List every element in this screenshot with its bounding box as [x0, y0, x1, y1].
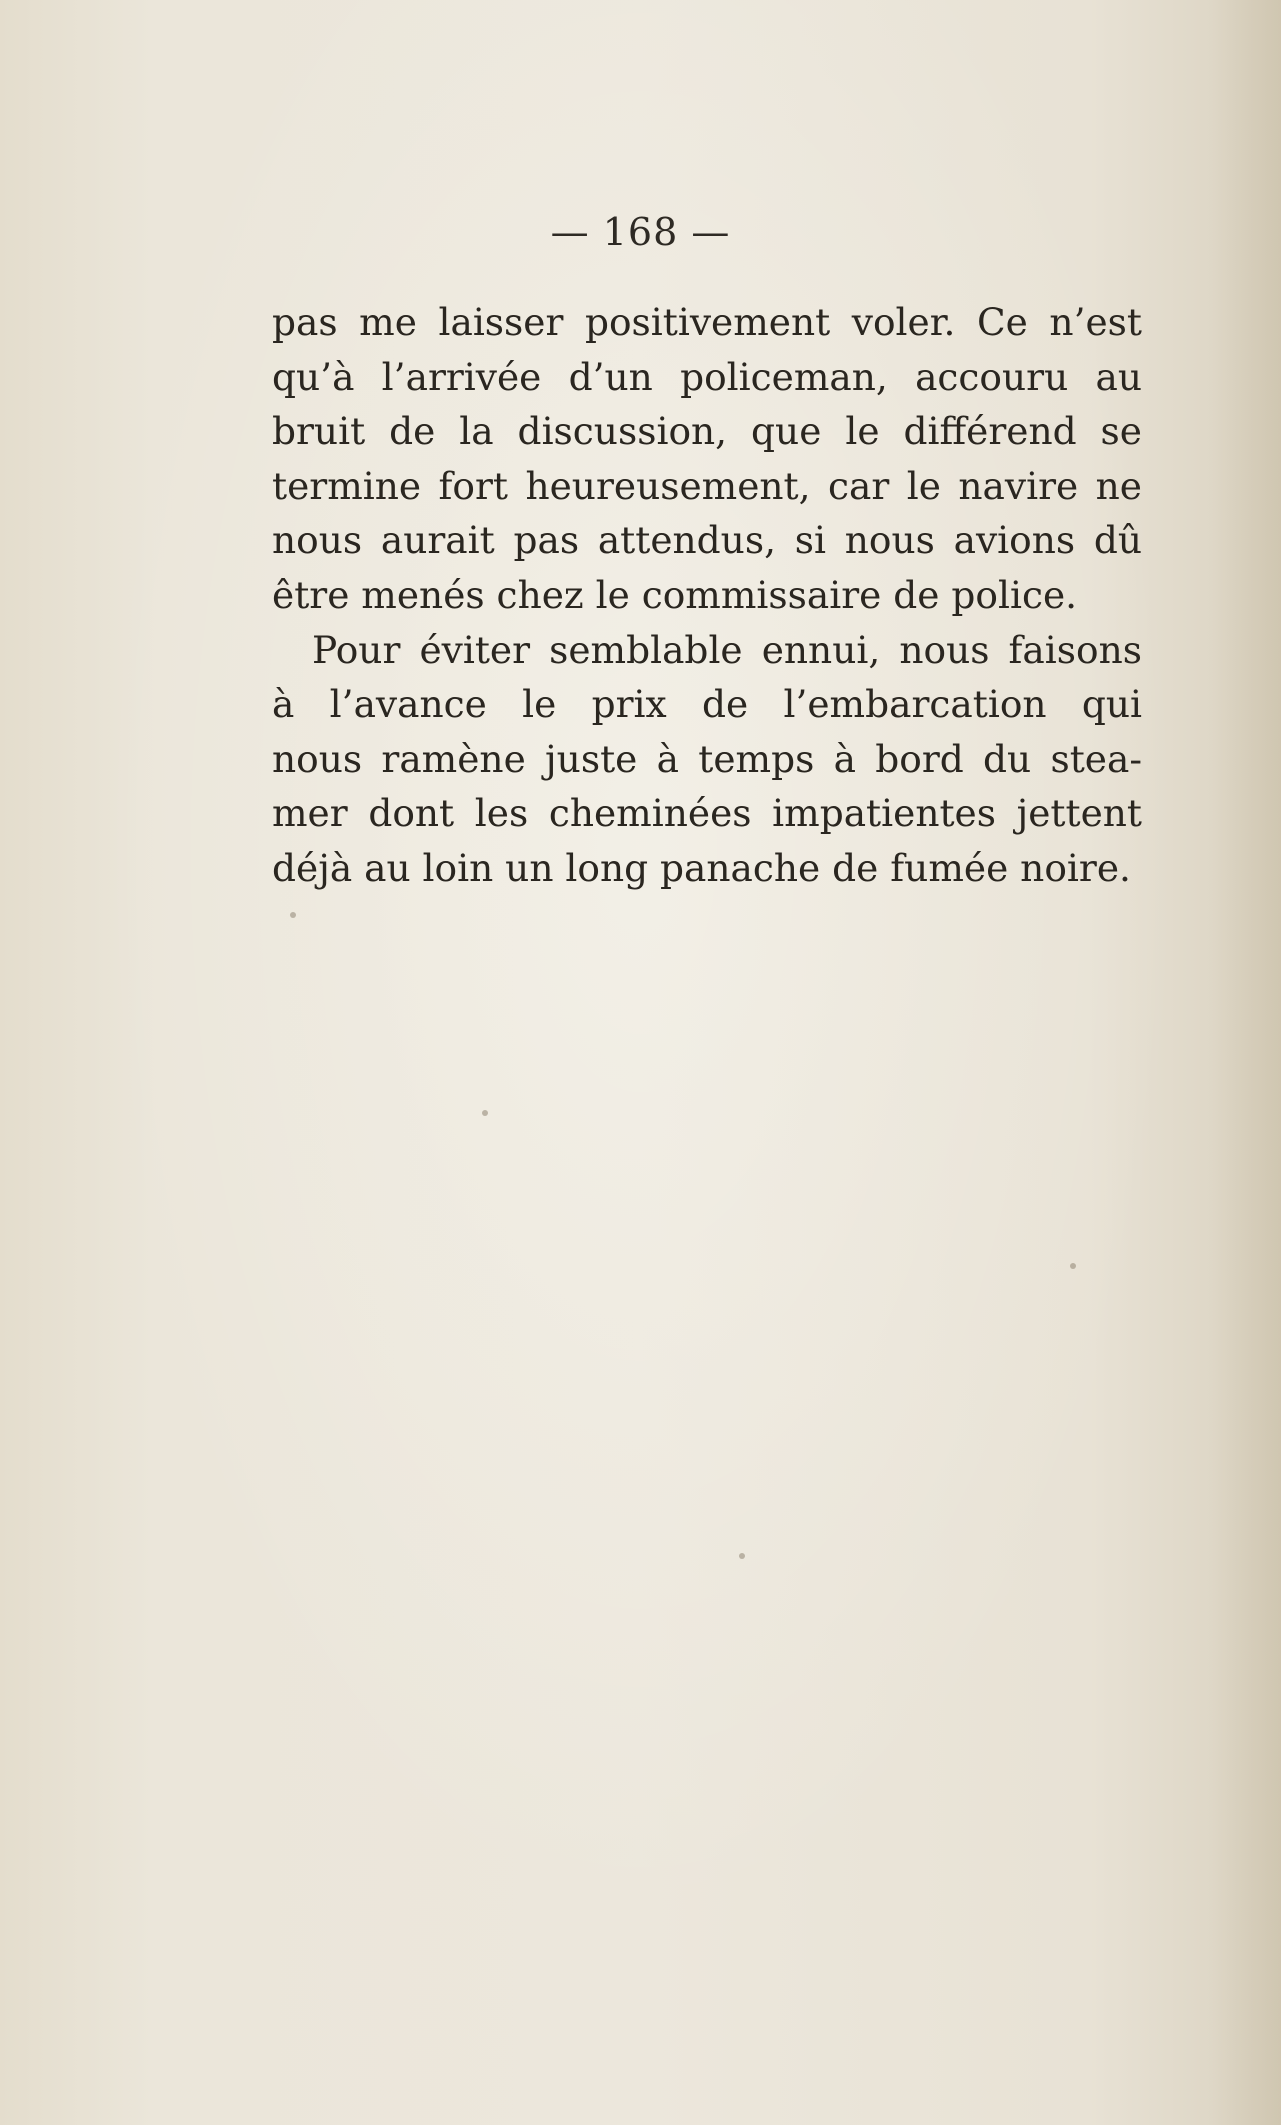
text-line-7: Pour éviter semblable ennui, nous faisons	[312, 627, 1142, 672]
paper-speck	[290, 912, 296, 918]
text-line-2: qu’à l’arrivée d’un policeman, accouru au	[272, 354, 1142, 399]
text-line-10: mer dont les cheminées impatientes jettent	[272, 791, 1142, 836]
text-line-1: pas me laisser positivement voler. Ce n’est	[272, 300, 1142, 344]
page-edge-shadow	[1211, 0, 1281, 2125]
text-line-6: être menés chez le commissaire de police.	[272, 572, 1078, 617]
text-line-5: nous aurait pas attendus, si nous avions dû	[272, 518, 1142, 563]
text-line-11: déjà au loin un long panache de fumée noire.	[272, 845, 1131, 890]
page-number: — 168 —	[550, 210, 731, 254]
paper-speck	[739, 1553, 745, 1559]
text-line-4: termine fort heureusement, car le navire ne	[272, 463, 1142, 508]
text-line-8: à l’avance le prix de l’embarcation qui	[272, 682, 1142, 727]
paper-speck	[482, 1110, 488, 1116]
text-line-9: nous ramène juste à temps à bord du stea-	[272, 736, 1142, 781]
text-line-3: bruit de la discussion, que le différend se	[272, 409, 1142, 454]
body-text	[272, 295, 1142, 896]
paper-speck	[1070, 1263, 1076, 1269]
